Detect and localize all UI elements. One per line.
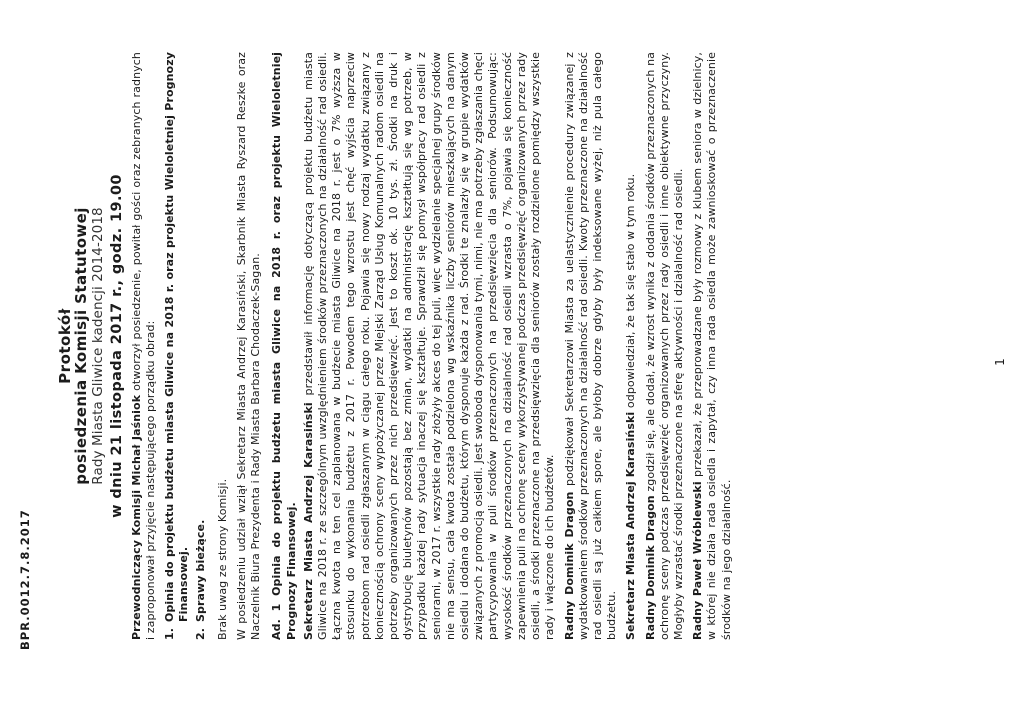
agenda-item-number: 2. (193, 627, 207, 640)
document-title: Protokół (56, 308, 74, 384)
minutes-paragraph (302, 52, 558, 640)
document-subtitle: posiedzenia Komisji Statutowej (72, 207, 91, 485)
no-remarks-note: Brak uwag ze strony Komisji. (215, 478, 229, 640)
agenda-list (163, 52, 208, 640)
minutes-paragraph (644, 52, 687, 640)
agenda-item-text: Opinia do projektu budżetu miasta Gliwice na 2018 r. oraz projektu Wieloletniej Prognozy Finansowej. (163, 52, 191, 622)
agenda-item-text: Sprawy bieżące. (193, 519, 207, 622)
agenda-item (163, 52, 191, 640)
agenda-item-number: 1. (163, 627, 177, 640)
opening-speaker: Przewodniczący Komisji Michał Jaśniok (129, 394, 143, 640)
document-body (54, 52, 739, 640)
document-reference: BPR.0012.7.8.2017 (18, 509, 32, 650)
paragraph-text: przedstawił informację dotyczącą projektu budżetu miasta Gliwice na 2018 r. ze szczególnym uwzględnieniem środków przeznaczonych na działalność rad osiedli. Łączna kwota na ten cel zaplanowana w budżecie miasta Gliwice na 2018 r. jest o 7% wyższa w stosunku do wykonania budżetu z 2017 r. Powodem tego wzrostu jest chęć wyjścia naprzeciw potrzebom rad osiedli zgłaszanym w ciągu całego roku. Pojawia się nowy rodzaj wydatku związany z koniecznością ochrony sceny wypożyczanej przez Miejski Zarząd Usług Komunalnych radom osiedli na potrzeby organizowanych przez nich przedsięwzięć. Jest to koszt ok. 10 tys. zł. Środki na druk i dystrybucję biuletynów pozostają bez zmian, wydatki na administrację kształtują się wg potrzeb, w przypadku każdej rady sytuacja inaczej się kształtuje. Sprawdził się pomysł współpracy rad osiedli z seniorami, w 2017 r. wszystkie rady złożyły akces do tej puli, więc wydzielanie specjalnej grupy środków nie ma sensu, cała kwota została podzielona wg wskaźnika liczby seniorów mieszkających na danym osiedlu i dodana do budżetu, którym dysponuje każda z rad. Środki te znalazły się w grupie wydatków związanych z promocją osiedli. Jest swoboda dysponowania tymi, nimi, nie ma potrzeby zgłaszania chęci partycypowania w puli środków przeznaczonych na przedsięwzięcia dla seniorów. Podsumowując: wysokość środków przeznaczonych na działalność rad osiedli wzrasta o 7%, pojawia się konieczność zapewnienia puli na ochronę sceny wykorzystywanej podczas przedsięwzięć organizowanych przez rady osiedli, a środki przeznaczone na przedsięwzięcia dla seniorów zostały rozdzielone pomiędzy wszystkie rady i włączone do ich budżetów. (301, 52, 557, 640)
page-number: 1 (993, 358, 1007, 366)
paragraph-text: odpowiedział, że tak się stało w tym roku. (624, 173, 638, 409)
opening-text: otworzył posiedzenie, powitał gości oraz zebranych radnych i zaproponował przyjęcie następującego porządku obrad: (129, 52, 158, 640)
minutes-paragraph (563, 52, 620, 640)
meeting-date: w dniu 21 listopada 2017 r., godz. 19.00 (108, 174, 125, 518)
paragraph-speaker: Radny Dominik Dragon (562, 491, 576, 640)
paragraph-text: podziękował Sekretarzowi Miasta za uelastycznienie procedury związanej z wydatkowaniem środków przeznaczonych na działalność rad osiedli. Kwoty przeznaczone na działalność rad osiedli są już całkiem spore, ale byłoby dobrze gdyby były indeksowane wyżej, niż pula całego budżetu. (562, 52, 619, 640)
paragraph-text: zgodził się, ale dodał, że wzrost wynika z dodania środków przeznaczonych na ochronę sceny podczas przedsięwzięć organizowanych przez rady osiedli i inne obiektywne przyczyny. Mogłyby wzrastać środki przeznaczone na sferę aktywności i działalność rad osiedli. (643, 52, 685, 640)
attendance-paragraph: W posiedzeniu udział wziął Sekretarz Miasta Andrzej Karasiński, Skarbnik Miasta Ryszard Reszke oraz Naczelnik Biura Prezydenta i Rady Miasta Barbara Chodaczek-Sagan. (235, 52, 263, 640)
paragraph-speaker: Radny Dominik Dragon (643, 495, 657, 640)
opening-paragraph (130, 52, 158, 640)
minutes-paragraph (691, 52, 734, 640)
minutes-paragraph (624, 52, 638, 640)
agenda-item (194, 52, 208, 640)
paragraph-speaker: Sekretarz Miasta Andrzej Karasiński (301, 402, 315, 640)
section-heading: Ad. 1 Opinia do projektu budżetu miasta Gliwice na 2018 r. oraz projektu Wieloletniej Prognozy Finansowej. (270, 52, 298, 640)
paragraph-speaker: Sekretarz Miasta Andrzej Karasiński (624, 411, 638, 640)
paragraph-text: przekazał, że przeprowadzane były rozmowy z klubem seniora w dzielnicy, w której nie działa rada osiedla i zapytał, czy inna rada osiedla może zawnioskować o przeznaczenie środków na jego działalność. (691, 52, 733, 640)
council-line: Rady Miasta Gliwice kadencji 2014-2018 (90, 207, 107, 485)
paragraph-speaker: Radny Paweł Wróblewski (691, 481, 705, 640)
